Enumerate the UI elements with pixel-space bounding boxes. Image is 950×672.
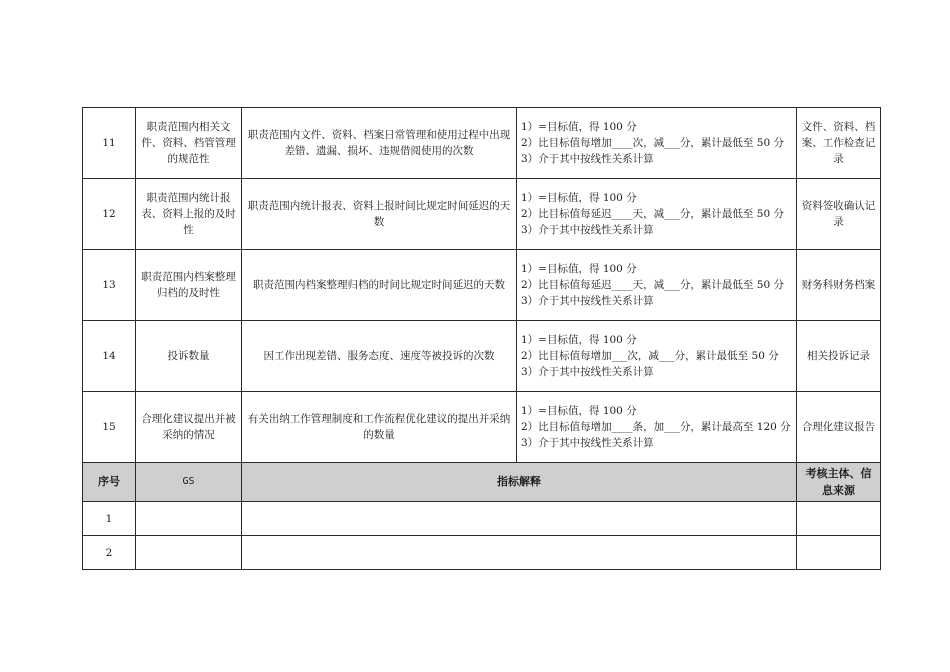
- indicator-definition: 因工作出现差错、服务态度、速度等被投诉的次数: [242, 321, 517, 392]
- indicator-definition: 有关出纳工作管理制度和工作流程优化建议的提出并采纳的数量: [242, 392, 517, 463]
- standard-line: 2）比目标值每增加___次，减___分，累计最低至 50 分: [521, 350, 779, 362]
- indicator-name: 职责范围内统计报表、资料上报的及时性: [136, 179, 242, 250]
- empty-cell: [242, 536, 797, 570]
- empty-cell: [242, 502, 797, 536]
- empty-cell: [136, 502, 242, 536]
- indicator-name: 合理化建议提出并被采纳的情况: [136, 392, 242, 463]
- standard-line: 3）介于其中按线性关系计算: [521, 224, 654, 236]
- table-row: [83, 502, 881, 536]
- row-number: 11: [83, 108, 136, 179]
- table-row: [83, 392, 881, 463]
- header-source: 考核主体、信息来源: [797, 463, 881, 502]
- standard-line: 2）比目标值每增加____条，加___分，累计最高至 120 分: [521, 421, 791, 433]
- standard-line: 2）比目标值每增加____次，减___分，累计最低至 50 分: [521, 137, 784, 149]
- row-number: 13: [83, 250, 136, 321]
- header-explanation: 指标解释: [242, 463, 797, 502]
- standard-line: 1）=目标值，得 100 分: [521, 263, 637, 275]
- info-source: 相关投诉记录: [797, 321, 881, 392]
- header-gs: GS: [136, 463, 242, 502]
- standard-line: 1）=目标值，得 100 分: [521, 405, 637, 417]
- info-source: 资料签收确认记录: [797, 179, 881, 250]
- table-header-row: [83, 463, 881, 502]
- indicator-definition: 职责范围内档案整理归档的时间比规定时间延迟的天数: [242, 250, 517, 321]
- row-number: 15: [83, 392, 136, 463]
- info-source: 财务科财务档案: [797, 250, 881, 321]
- scoring-standard: [517, 250, 797, 321]
- table-row: [83, 321, 881, 392]
- table-row: [83, 536, 881, 570]
- empty-cell: [797, 536, 881, 570]
- table-row: [83, 250, 881, 321]
- indicator-name: 职责范围内档案整理归档的及时性: [136, 250, 242, 321]
- standard-line: 1）=目标值，得 100 分: [521, 121, 637, 133]
- standard-line: 3）介于其中按线性关系计算: [521, 153, 654, 165]
- table-row: [83, 108, 881, 179]
- indicator-definition: 职责范围内统计报表、资料上报时间比规定时间延迟的天数: [242, 179, 517, 250]
- standard-line: 1）=目标值，得 100 分: [521, 192, 637, 204]
- standard-line: 3）介于其中按线性关系计算: [521, 366, 654, 378]
- scoring-standard: [517, 321, 797, 392]
- row-number: 12: [83, 179, 136, 250]
- kpi-table: [82, 107, 881, 570]
- empty-cell: [136, 536, 242, 570]
- empty-cell: [797, 502, 881, 536]
- indicator-name: 职责范围内相关文件、资料、档管管理的规范性: [136, 108, 242, 179]
- row-number: 1: [83, 502, 136, 536]
- standard-line: 3）介于其中按线性关系计算: [521, 295, 654, 307]
- scoring-standard: [517, 108, 797, 179]
- row-number: 2: [83, 536, 136, 570]
- standard-line: 1）=目标值，得 100 分: [521, 334, 637, 346]
- standard-line: 2）比目标值每延迟____天，减___分，累计最低至 50 分: [521, 279, 784, 291]
- info-source: 合理化建议报告: [797, 392, 881, 463]
- standard-line: 2）比目标值每延迟____天，减___分，累计最低至 50 分: [521, 208, 784, 220]
- info-source: 文件、资料、档案、工作检查记录: [797, 108, 881, 179]
- standard-line: 3）介于其中按线性关系计算: [521, 437, 654, 449]
- table-row: [83, 179, 881, 250]
- indicator-definition: 职责范围内文件、资料、档案日常管理和使用过程中出现差错、遗漏、损坏、违规借阅使用的次数: [242, 108, 517, 179]
- scoring-standard: [517, 179, 797, 250]
- indicator-name: 投诉数量: [136, 321, 242, 392]
- row-number: 14: [83, 321, 136, 392]
- scoring-standard: [517, 392, 797, 463]
- header-number: 序号: [83, 463, 136, 502]
